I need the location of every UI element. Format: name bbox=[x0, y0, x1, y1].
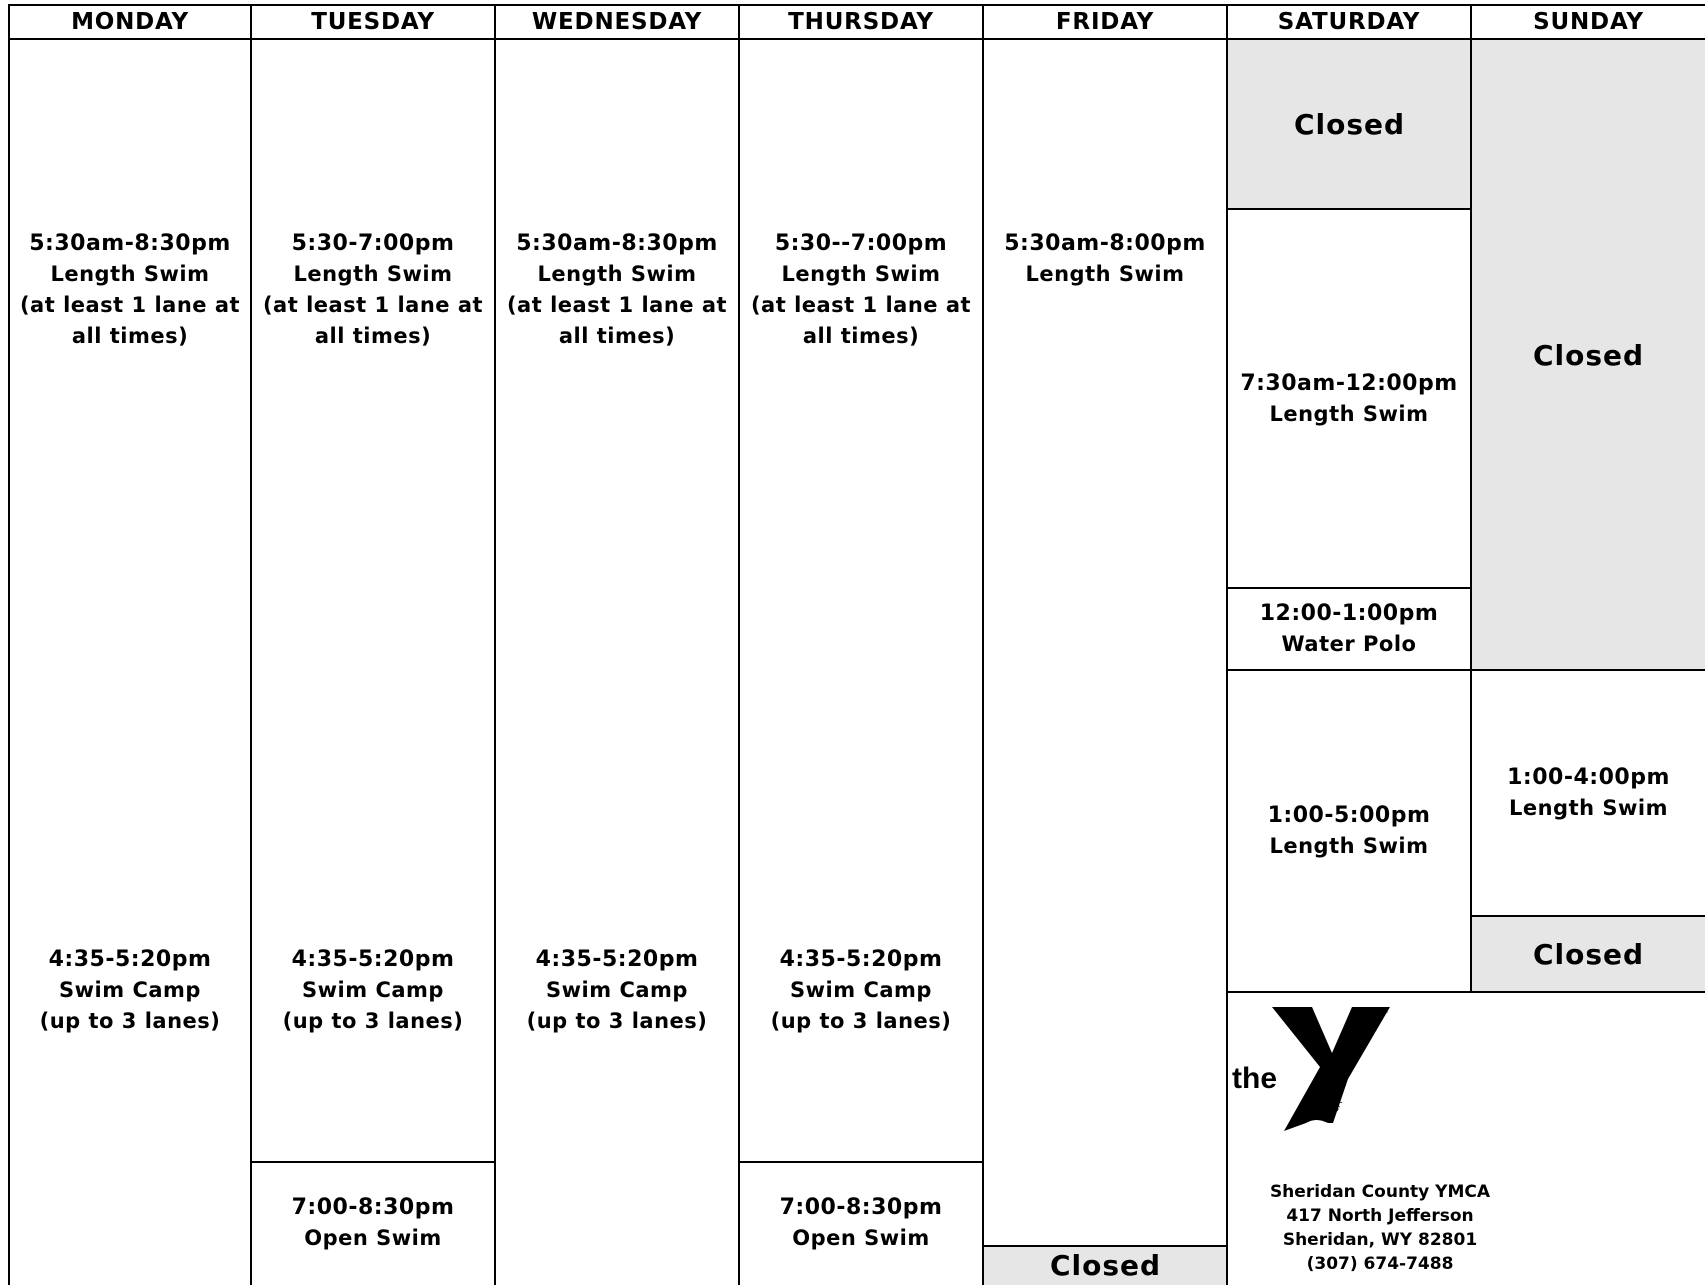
sunday-closed-evening-cell bbox=[1472, 916, 1705, 992]
monday-block2-note: (up to 3 lanes) bbox=[39, 1009, 221, 1033]
monday-block1-note: (at least 1 lane at all times) bbox=[19, 293, 241, 348]
saturday-block1-time: 7:30am-12:00pm bbox=[1240, 370, 1458, 396]
sunday-block1-time: 1:00-4:00pm bbox=[1507, 765, 1670, 790]
thursday-length-swim-block bbox=[740, 228, 982, 358]
wednesday-length-swim-block bbox=[496, 228, 738, 358]
monday-block2-time: 4:35-5:20pm bbox=[48, 947, 212, 972]
wednesday-block2-activity: Swim Camp bbox=[546, 978, 688, 1002]
weekend-bottom-border bbox=[1226, 991, 1705, 993]
tuesday-block1-time: 5:30-7:00pm bbox=[291, 231, 455, 256]
wednesday-swim-camp-block bbox=[496, 944, 738, 1044]
saturday-block2-time: 12:00-1:00pm bbox=[1259, 601, 1439, 626]
thursday-block2-activity: Swim Camp bbox=[790, 978, 932, 1002]
thursday-block1-time: 5:30--7:00pm bbox=[774, 231, 948, 256]
contact-street: 417 North Jefferson bbox=[1286, 1206, 1474, 1226]
wednesday-block1-activity: Length Swim bbox=[537, 262, 697, 286]
thursday-block3-time: 7:00-8:30pm bbox=[779, 1195, 943, 1220]
saturday-block3-time: 1:00-5:00pm bbox=[1267, 803, 1431, 828]
saturday-block3-activity: Length Swim bbox=[1269, 834, 1429, 858]
saturday-length-swim-block bbox=[1228, 210, 1470, 587]
column-divider-1 bbox=[250, 4, 252, 1285]
tuesday-block3-top bbox=[250, 1161, 496, 1163]
saturday-closed-cell bbox=[1228, 40, 1471, 209]
header-friday: FRIDAY bbox=[1055, 9, 1155, 35]
sunday-block1-activity: Length Swim bbox=[1508, 796, 1668, 820]
pool-schedule-table bbox=[8, 4, 1705, 1285]
saturday-closed-label: Closed bbox=[1293, 108, 1406, 141]
tuesday-block1-activity: Length Swim bbox=[293, 262, 453, 286]
friday-block1-activity: Length Swim bbox=[1025, 262, 1185, 286]
friday-length-swim-block bbox=[984, 228, 1226, 298]
sunday-closed-morning-cell bbox=[1472, 40, 1705, 670]
tuesday-block3-activity: Open Swim bbox=[304, 1226, 442, 1250]
wednesday-block1-note: (at least 1 lane at all times) bbox=[506, 293, 728, 348]
monday-block1-time: 5:30am-8:30pm bbox=[29, 231, 231, 256]
table-left-border bbox=[8, 4, 10, 1285]
saturday-block1-activity: Length Swim bbox=[1269, 401, 1429, 426]
column-divider-3 bbox=[738, 4, 740, 1285]
sunday-closed-evening-top bbox=[1470, 915, 1705, 917]
thursday-swim-camp-block bbox=[740, 944, 982, 1044]
tuesday-block2-time: 4:35-5:20pm bbox=[291, 947, 455, 972]
monday-block1-activity: Length Swim bbox=[50, 262, 210, 286]
thursday-block3-activity: Open Swim bbox=[792, 1226, 930, 1250]
tuesday-swim-camp-block bbox=[252, 944, 494, 1044]
tuesday-block1-note: (at least 1 lane at all times) bbox=[262, 293, 484, 348]
tuesday-block2-activity: Swim Camp bbox=[302, 978, 444, 1002]
ymca-y-icon bbox=[1230, 1005, 1400, 1145]
header-thursday: THURSDAY bbox=[788, 9, 934, 35]
saturday-afternoon-swim-block bbox=[1228, 671, 1470, 991]
header-monday: MONDAY bbox=[71, 9, 189, 35]
header-bottom-border bbox=[8, 38, 1705, 40]
thursday-block1-note: (at least 1 lane at all times) bbox=[750, 293, 972, 348]
ymca-logo bbox=[1230, 1005, 1400, 1145]
sunday-closed-morning-label: Closed bbox=[1532, 338, 1645, 372]
saturday-water-polo-block bbox=[1228, 589, 1470, 669]
tuesday-block2-note: (up to 3 lanes) bbox=[282, 1009, 464, 1033]
thursday-open-swim-block bbox=[740, 1192, 982, 1262]
monday-block2-activity: Swim Camp bbox=[59, 978, 201, 1002]
monday-length-swim-block bbox=[10, 228, 250, 358]
friday-block1-time: 5:30am-8:00pm bbox=[1004, 231, 1206, 256]
header-wednesday: WEDNESDAY bbox=[531, 9, 703, 35]
tuesday-block3-time: 7:00-8:30pm bbox=[291, 1195, 455, 1220]
thursday-block2-note: (up to 3 lanes) bbox=[770, 1009, 952, 1033]
sunday-length-swim-block bbox=[1472, 671, 1705, 915]
monday-swim-camp-block bbox=[10, 944, 250, 1044]
header-saturday: SATURDAY bbox=[1277, 9, 1421, 35]
column-divider-4 bbox=[982, 4, 984, 1285]
column-divider-2 bbox=[494, 4, 496, 1285]
friday-closed-cell bbox=[984, 1247, 1227, 1285]
tuesday-open-swim-block bbox=[252, 1192, 494, 1262]
thursday-block1-activity: Length Swim bbox=[781, 262, 941, 286]
wednesday-block2-note: (up to 3 lanes) bbox=[526, 1009, 708, 1033]
friday-closed-label: Closed bbox=[1049, 1249, 1162, 1282]
contact-phone: (307) 674-7488 bbox=[1306, 1254, 1454, 1274]
header-tuesday: TUESDAY bbox=[311, 9, 435, 35]
contact-city: Sheridan, WY 82801 bbox=[1282, 1230, 1478, 1250]
header-sunday: SUNDAY bbox=[1533, 9, 1644, 35]
contact-name: Sheridan County YMCA bbox=[1269, 1182, 1491, 1202]
wednesday-block1-time: 5:30am-8:30pm bbox=[516, 231, 718, 256]
logo-mark: YMCA bbox=[1322, 1098, 1344, 1126]
sunday-closed-evening-label: Closed bbox=[1532, 937, 1645, 971]
thursday-block3-top bbox=[738, 1161, 984, 1163]
logo-tm: ™ bbox=[1381, 1010, 1388, 1017]
contact-info bbox=[1220, 1180, 1540, 1276]
saturday-block2-activity: Water Polo bbox=[1281, 632, 1417, 656]
wednesday-block2-time: 4:35-5:20pm bbox=[535, 947, 699, 972]
logo-word: the bbox=[1232, 1062, 1277, 1095]
tuesday-length-swim-block bbox=[252, 228, 494, 358]
thursday-block2-time: 4:35-5:20pm bbox=[779, 947, 943, 972]
friday-closed-top bbox=[982, 1245, 1228, 1247]
